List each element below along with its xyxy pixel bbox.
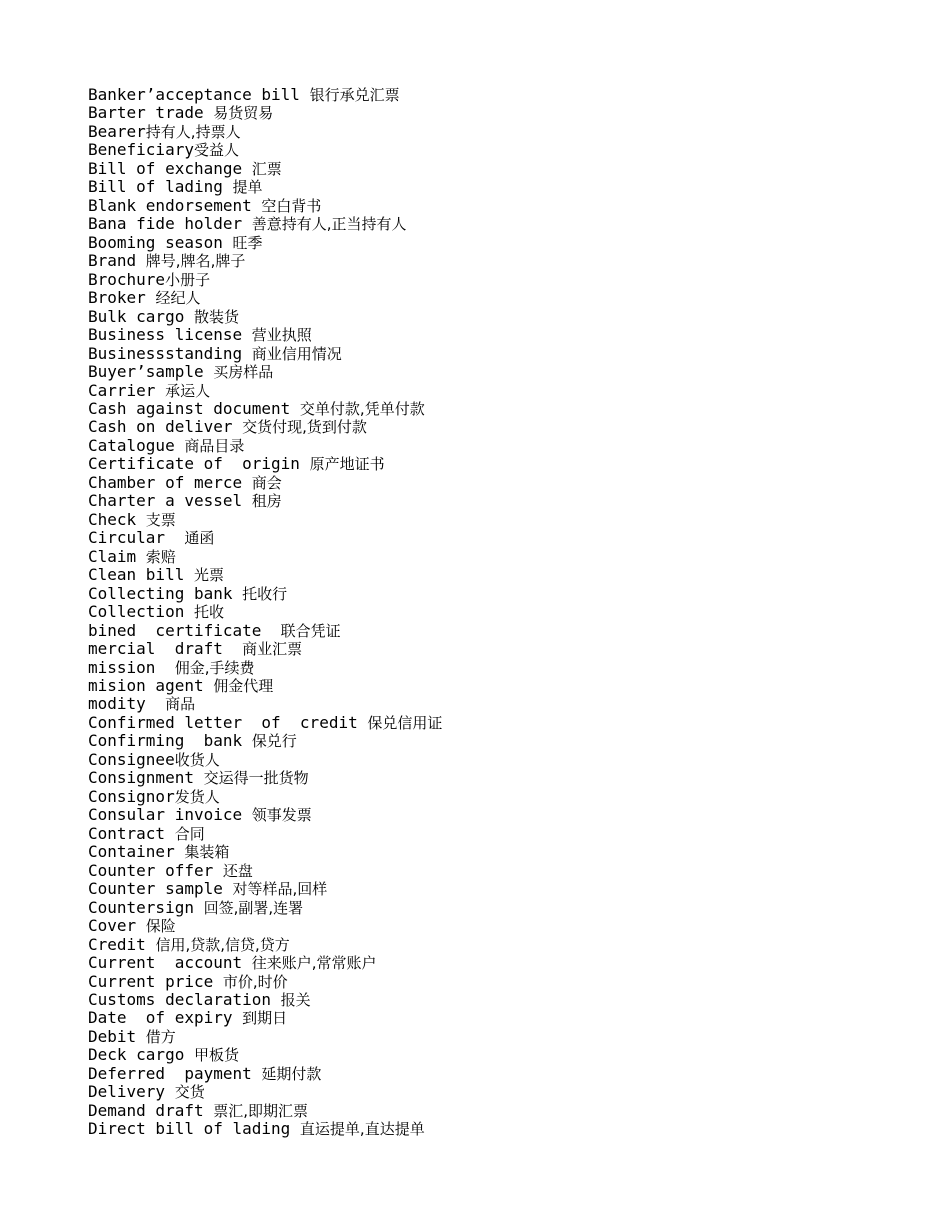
- glossary-entry: [88, 492, 888, 510]
- glossary-term: Collecting bank: [88, 583, 243, 603]
- glossary-entry: [88, 252, 888, 270]
- glossary-entry: [88, 345, 888, 363]
- glossary-translation: 发货人: [174, 787, 220, 806]
- glossary-entry: [88, 215, 888, 233]
- glossary-term: Counter sample: [88, 879, 233, 899]
- glossary-entry: [88, 991, 888, 1009]
- glossary-entry: [88, 234, 888, 252]
- glossary-term: Claim: [88, 546, 146, 566]
- glossary-term: Circular: [88, 528, 185, 548]
- glossary-term: Consignee: [88, 749, 175, 769]
- glossary-translation: 保险: [145, 917, 176, 936]
- glossary-term: Direct bill of lading: [88, 1119, 300, 1139]
- glossary-translation: 汇票: [251, 159, 282, 178]
- glossary-entry: [88, 123, 888, 141]
- glossary-entry: [88, 197, 888, 215]
- glossary-entry: [88, 548, 888, 566]
- glossary-entry: [88, 178, 888, 196]
- glossary-translation: 延期付款: [261, 1064, 322, 1083]
- glossary-entry: [88, 880, 888, 898]
- glossary-translation: 原产地证书: [309, 455, 385, 474]
- glossary-translation: 索赔: [145, 547, 176, 566]
- glossary-term: Catalogue: [88, 435, 185, 455]
- glossary-entry: [88, 1102, 888, 1120]
- glossary-translation: 市价,时价: [222, 972, 288, 991]
- glossary-term: mission: [88, 657, 175, 677]
- glossary-term: Bill of lading: [88, 177, 233, 197]
- glossary-translation: 通函: [184, 529, 215, 548]
- glossary-translation: 佣金代理: [213, 677, 274, 695]
- glossary-entry: [88, 455, 888, 473]
- glossary-term: Deferred payment: [88, 1063, 262, 1083]
- glossary-translation: 商业汇票: [242, 640, 303, 659]
- glossary-entry: [88, 289, 888, 307]
- glossary-translation: 商品: [165, 695, 196, 714]
- glossary-term: Clean bill: [88, 565, 194, 585]
- glossary-translation: 保兑信用证: [367, 713, 443, 732]
- glossary-term: Date of expiry: [88, 1008, 243, 1028]
- glossary-entry: [88, 363, 888, 381]
- glossary-entry: [88, 566, 888, 584]
- glossary-entry: [88, 1046, 888, 1064]
- glossary-term: mercial draft: [88, 639, 243, 659]
- glossary-entry: [88, 603, 888, 621]
- glossary-translation: 承运人: [165, 381, 211, 400]
- glossary-term: Bana fide holder: [88, 214, 252, 234]
- glossary-term: Certificate of origin: [88, 454, 310, 474]
- glossary-term: Current price: [88, 971, 223, 991]
- glossary-term: modity: [88, 694, 166, 714]
- glossary-translation: 领事发票: [251, 806, 312, 825]
- glossary-translation: 联合凭证: [280, 621, 341, 640]
- glossary-entry: [88, 788, 888, 806]
- glossary-entry: [88, 474, 888, 492]
- glossary-term: Consignor: [88, 786, 175, 806]
- glossary-translation: 回签,副署,连署: [203, 898, 304, 917]
- glossary-term: Businessstanding: [88, 343, 252, 363]
- glossary-term: Beneficiary: [88, 140, 194, 160]
- glossary-term: Deck cargo: [88, 1045, 194, 1065]
- glossary-term: Collection: [88, 602, 194, 622]
- glossary-term: Cash against document: [88, 398, 300, 418]
- glossary-term: Confirmed letter of credit: [88, 712, 368, 732]
- glossary-entry: [88, 511, 888, 529]
- glossary-translation: 支票: [145, 510, 176, 529]
- glossary-entry: [88, 917, 888, 935]
- glossary-entry: [88, 437, 888, 455]
- glossary-term: Broker: [88, 288, 156, 308]
- glossary-term: Bearer: [88, 121, 146, 141]
- glossary-entry: [88, 806, 888, 824]
- glossary-term: bined certificate: [88, 620, 281, 640]
- glossary-entry: [88, 899, 888, 917]
- glossary-entry: [88, 695, 888, 713]
- glossary-term: Consignment: [88, 768, 204, 788]
- glossary-entry: [88, 936, 888, 954]
- glossary-term: Banker’acceptance bill: [88, 85, 310, 104]
- glossary-translation: 易货贸易: [213, 104, 274, 123]
- glossary-entry: [88, 1028, 888, 1046]
- glossary-translation: 空白背书: [261, 196, 322, 215]
- glossary-entry: [88, 1083, 888, 1101]
- glossary-translation: 持有人,持票人: [145, 122, 241, 141]
- glossary-term: Chamber of merce: [88, 472, 252, 492]
- glossary-term: Demand draft: [88, 1100, 214, 1120]
- glossary-term: Carrier: [88, 380, 166, 400]
- glossary-translation: 旺季: [232, 233, 263, 252]
- glossary-term: Buyer’sample: [88, 362, 214, 382]
- glossary-translation: 佣金,手续费: [174, 658, 255, 677]
- glossary-entry: [88, 732, 888, 750]
- glossary-term: Bulk cargo: [88, 306, 194, 326]
- glossary-entry: [88, 418, 888, 436]
- glossary-translation: 交单付款,凭单付款: [299, 399, 425, 418]
- glossary-translation: 商会: [251, 473, 282, 492]
- glossary-entry: [88, 104, 888, 122]
- glossary-translation: 营业执照: [251, 326, 312, 345]
- glossary-entry: [88, 1065, 888, 1083]
- glossary-translation: 到期日: [242, 1009, 288, 1028]
- glossary-translation: 甲板货: [193, 1046, 239, 1065]
- glossary-translation: 银行承兑汇票: [309, 86, 400, 104]
- glossary-entry: [88, 160, 888, 178]
- glossary-term: Customs declaration: [88, 989, 281, 1009]
- glossary-term: Check: [88, 509, 146, 529]
- glossary-entry: [88, 677, 888, 695]
- glossary-entry: [88, 1009, 888, 1027]
- glossary-term: Booming season: [88, 232, 233, 252]
- glossary-translation: 善意持有人,正当持有人: [251, 215, 407, 234]
- glossary-translation: 保兑行: [251, 732, 297, 751]
- glossary-entry: [88, 86, 888, 104]
- glossary-translation: 商业信用情况: [251, 344, 342, 363]
- glossary-translation: 小册子: [165, 270, 211, 289]
- glossary-entry: [88, 769, 888, 787]
- glossary-term: Delivery: [88, 1082, 175, 1102]
- glossary-term: Business license: [88, 325, 252, 345]
- glossary-entry: [88, 326, 888, 344]
- glossary-translation: 托收: [193, 603, 224, 622]
- glossary-translation: 信用,贷款,信贷,贷方: [155, 935, 290, 954]
- glossary-translation: 买房样品: [213, 363, 274, 382]
- glossary-entry: [88, 400, 888, 418]
- glossary-entry: [88, 271, 888, 289]
- glossary-entry: [88, 843, 888, 861]
- glossary-translation: 光票: [193, 566, 224, 585]
- glossary-term: Brochure: [88, 269, 166, 289]
- glossary-translation: 交运得一批货物: [203, 769, 309, 788]
- glossary-entry: [88, 862, 888, 880]
- glossary-entry: [88, 1120, 888, 1138]
- glossary-translation: 经纪人: [155, 289, 201, 308]
- glossary-term: mision agent: [88, 676, 214, 695]
- glossary-term: Counter offer: [88, 860, 223, 880]
- glossary-term: Contract: [88, 823, 175, 843]
- glossary-translation: 票汇,即期汇票: [213, 1101, 309, 1120]
- glossary-translation: 交货付现,货到付款: [242, 418, 367, 437]
- glossary-entry: [88, 585, 888, 603]
- glossary-entry: [88, 622, 888, 640]
- glossary-entry: [88, 382, 888, 400]
- glossary-entry: [88, 308, 888, 326]
- glossary-translation: 散装货: [193, 307, 239, 326]
- glossary-translation: 对等样品,回样: [232, 880, 328, 899]
- glossary-translation: 托收行: [242, 584, 288, 603]
- glossary-entry: [88, 973, 888, 991]
- glossary-translation: 直运提单,直达提单: [299, 1120, 425, 1139]
- glossary-translation: 受益人: [193, 141, 239, 160]
- glossary-translation: 收货人: [174, 750, 220, 769]
- glossary-entry: [88, 529, 888, 547]
- glossary-translation: 还盘: [222, 861, 253, 880]
- glossary-term: Credit: [88, 934, 156, 954]
- glossary-term: Brand: [88, 251, 146, 271]
- glossary-term: Blank endorsement: [88, 195, 262, 215]
- glossary-translation: 交货: [174, 1083, 205, 1102]
- glossary-translation: 集装箱: [184, 843, 230, 862]
- glossary-translation: 合同: [174, 824, 205, 843]
- glossary-entry: [88, 659, 888, 677]
- glossary-entry: [88, 640, 888, 658]
- glossary-entry: [88, 714, 888, 732]
- glossary-term: Confirming bank: [88, 731, 252, 751]
- glossary-term: Debit: [88, 1026, 146, 1046]
- glossary-translation: 租房: [251, 492, 282, 511]
- glossary-term: Charter a vessel: [88, 491, 252, 511]
- glossary-translation: 报关: [280, 990, 311, 1009]
- glossary-translation: 提单: [232, 178, 263, 197]
- glossary-term: Container: [88, 842, 185, 862]
- glossary-translation: 借方: [145, 1027, 176, 1046]
- glossary-term: Bill of exchange: [88, 158, 252, 178]
- glossary-entry: [88, 954, 888, 972]
- glossary-term: Cover: [88, 916, 146, 936]
- glossary-entry: [88, 825, 888, 843]
- glossary-entry: [88, 751, 888, 769]
- glossary-translation: 商品目录: [184, 436, 245, 455]
- glossary-term: Countersign: [88, 897, 204, 917]
- glossary-term: Consular invoice: [88, 805, 252, 825]
- glossary-translation: 牌号,牌名,牌子: [145, 252, 246, 271]
- glossary-term: Current account: [88, 953, 252, 973]
- glossary-term: Cash on deliver: [88, 417, 243, 437]
- glossary-term: Barter trade: [88, 103, 214, 123]
- glossary-list: [88, 86, 888, 1139]
- glossary-entry: [88, 141, 888, 159]
- glossary-translation: 往来账户,常常账户: [251, 954, 377, 973]
